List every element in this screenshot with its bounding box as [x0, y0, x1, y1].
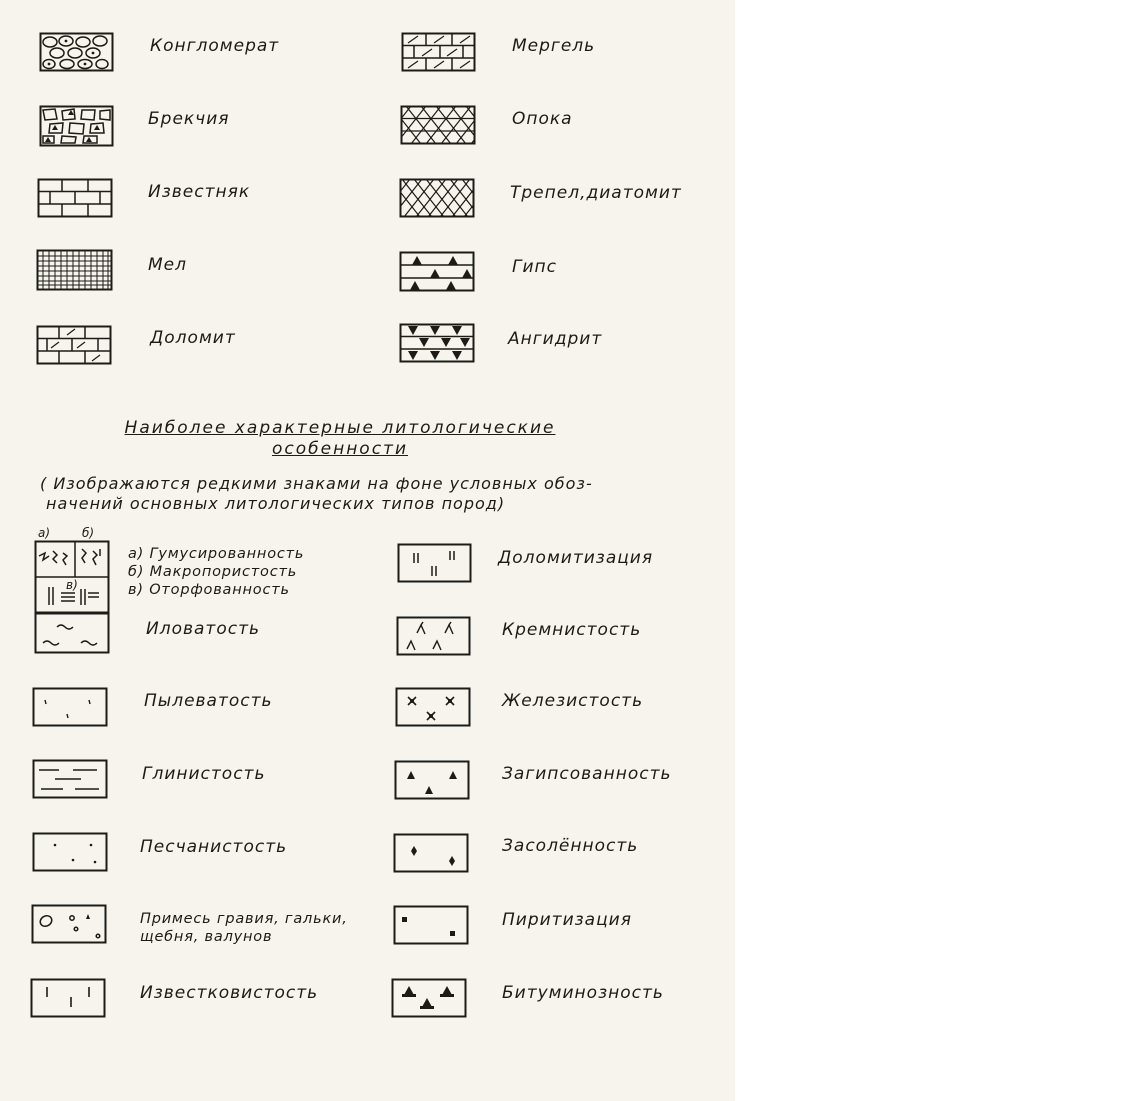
- feature-label: Железистость: [502, 691, 644, 711]
- clayiness-icon: [33, 760, 107, 798]
- anhydrite-icon: [400, 324, 474, 362]
- feature-label: Засолённость: [502, 836, 639, 856]
- rock-label: Конгломерат: [150, 36, 280, 56]
- pyritization-icon: [394, 906, 468, 944]
- section-note-line1: ( Изображаются редкими знаками на фоне условных обоз-: [40, 474, 593, 493]
- rock-label: Ангидрит: [508, 329, 603, 349]
- bituminousness-icon: [392, 979, 466, 1017]
- breccia-icon: [40, 106, 113, 146]
- feature-label-line2: щебня, валунов: [140, 929, 273, 945]
- feature-label: Пиритизация: [502, 910, 632, 930]
- dustiness-icon: [33, 688, 107, 726]
- rock-label: Известняк: [148, 182, 251, 202]
- combined-label-v: в) Оторфованность: [128, 582, 290, 598]
- section-note-line2: начений основных литологических типов пород): [46, 494, 506, 513]
- calcareousness-icon: [31, 979, 105, 1017]
- gypsification-icon: [395, 761, 469, 799]
- dolomite-icon: [37, 326, 111, 364]
- tripoli-diatomite-icon: [400, 179, 474, 217]
- rock-label: Гипс: [512, 257, 557, 277]
- conglomerate-icon: [40, 33, 113, 71]
- marl-icon: [402, 33, 475, 71]
- section-heading-line2: особенности: [271, 439, 409, 459]
- feature-label: Доломитизация: [498, 548, 654, 568]
- sandiness-icon: [33, 833, 107, 871]
- rock-label: Брекчия: [148, 109, 230, 129]
- feature-label: Кремнистость: [502, 620, 642, 640]
- rock-label: Доломит: [150, 328, 236, 348]
- combined-tag-v: в): [66, 578, 78, 592]
- limestone-icon: [38, 179, 112, 217]
- feature-label: Примесь гравия, гальки,: [140, 911, 348, 927]
- feature-label: Глинистость: [142, 764, 266, 784]
- gypsum-icon: [400, 252, 474, 291]
- combined-tag-a: а): [38, 526, 51, 540]
- siltiness-icon: [35, 613, 109, 653]
- feature-label: Пылеватость: [144, 691, 273, 711]
- combined-label-a: а) Гумусированность: [128, 546, 305, 562]
- siliceousness-icon: [397, 617, 470, 655]
- feature-label: Загипсованность: [502, 764, 672, 784]
- combined-tag-b: б): [82, 526, 95, 540]
- feature-label: Песчанистость: [140, 837, 288, 857]
- gravel-admixture-icon: [32, 905, 106, 943]
- feature-label: Известковистость: [140, 983, 319, 1003]
- chalk-icon: [37, 250, 112, 290]
- feature-label: Битуминозность: [502, 983, 664, 1003]
- opoka-icon: [401, 106, 475, 144]
- humus-macropore-peat-icon: [35, 541, 109, 613]
- rock-label: Опока: [512, 109, 573, 129]
- section-heading-line1: Наиболее характерные литологические: [124, 418, 556, 438]
- salinity-icon: [394, 834, 468, 872]
- combined-label-b: б) Макропористость: [128, 564, 298, 580]
- section-note: [40, 474, 700, 514]
- section-heading: [100, 418, 580, 460]
- rock-label: Мел: [148, 255, 187, 275]
- dolomitization-icon: [398, 544, 471, 582]
- rock-label: Мергель: [512, 36, 596, 56]
- rock-label: Трепел,диатомит: [510, 183, 682, 203]
- ferruginousness-icon: [396, 688, 470, 726]
- feature-label: Иловатость: [146, 619, 260, 639]
